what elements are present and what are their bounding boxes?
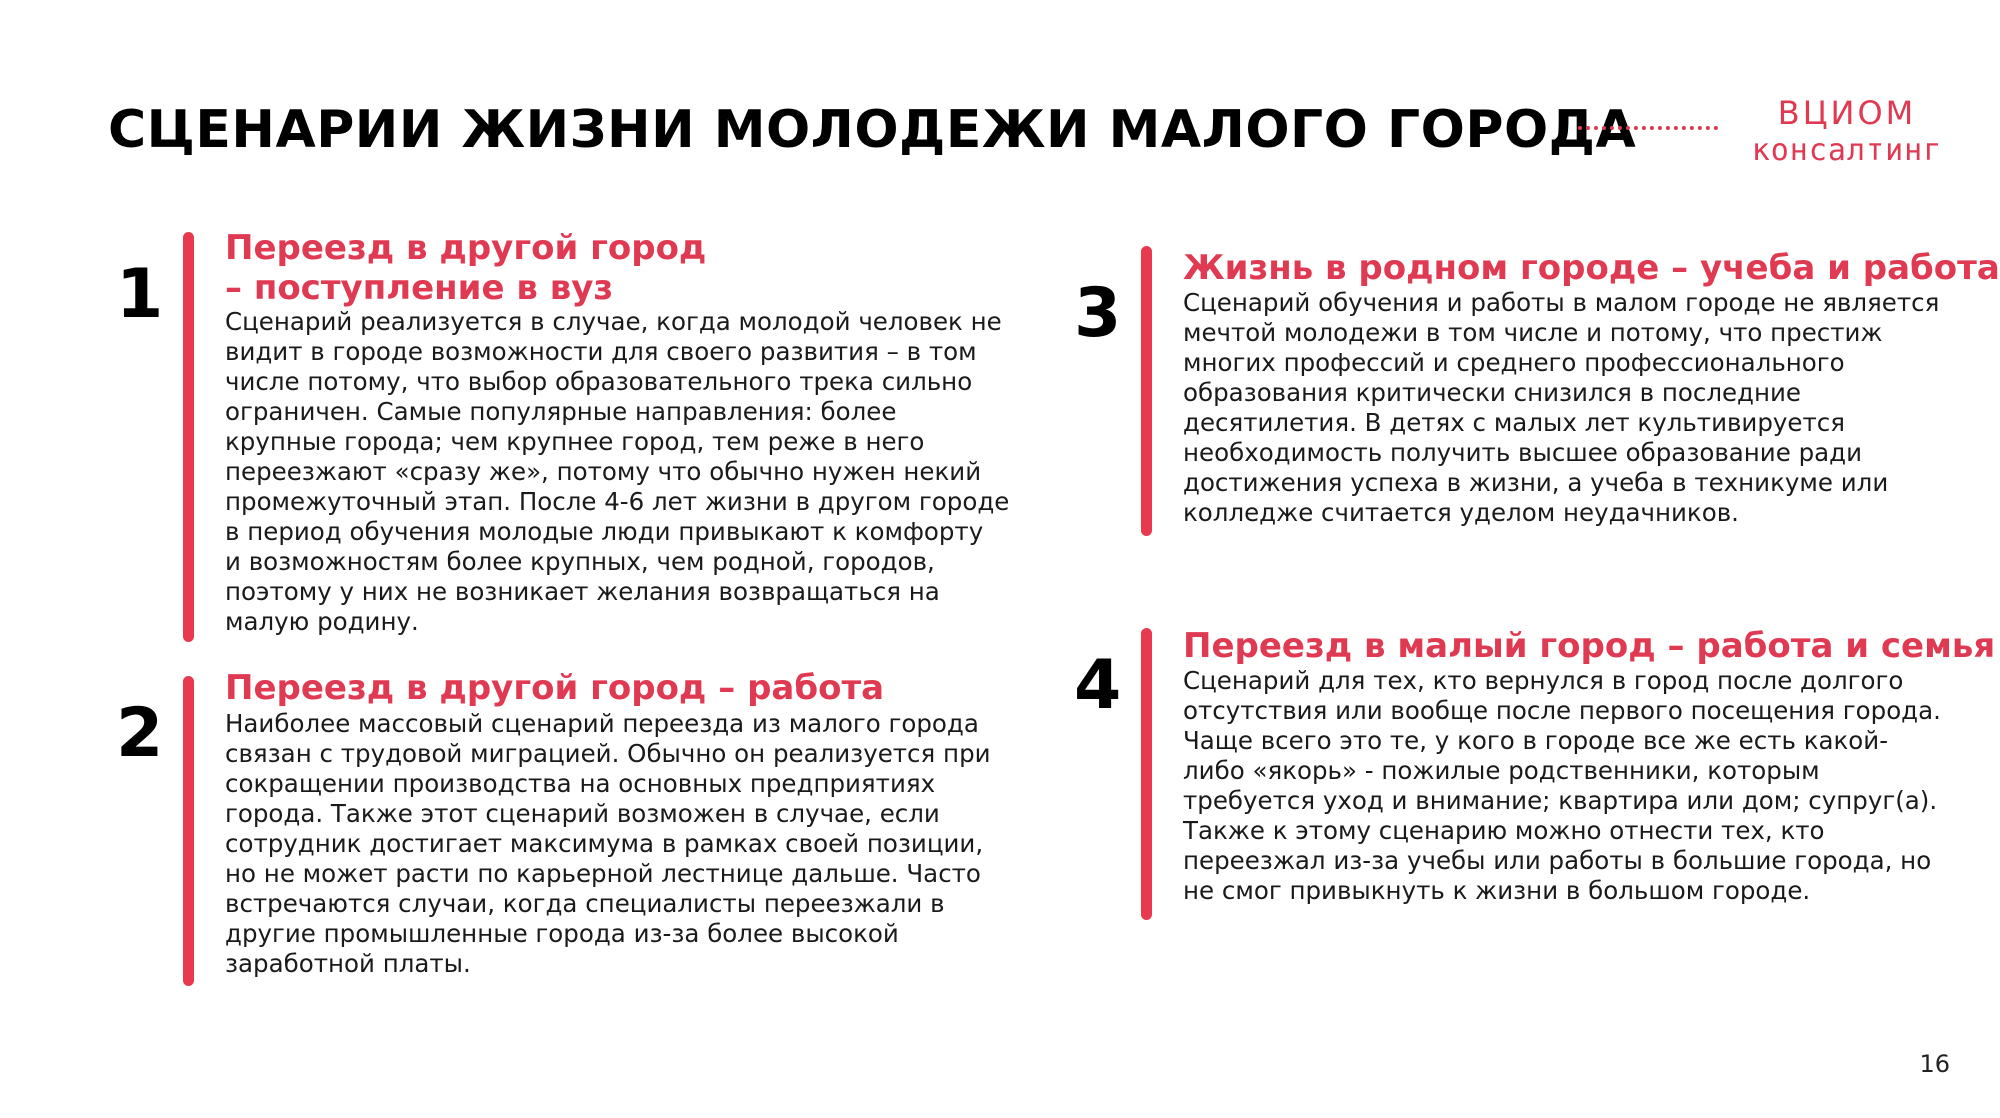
scenario-number: 2 [116,694,164,773]
scenario-title: Переезд в малый город – работа и семья [1183,626,1996,666]
vciom-logo [1752,96,1942,168]
logo-line1: ВЦИОМ [1777,96,1917,132]
scenario-text: Наиболее массовый сценарий переезда из малого города связан с трудовой миграцией. Обычно он реализуется при сокращении производства на основных предприятиях города. Также этот сценарий возможен в случае, если сотрудник достигает максимума в рамках своей позиции, но не может расти по карьерной лестнице дальше. Часто встречаются случаи, когда специалисты переезжали в другие промышленные города из-за более высокой заработной платы. [225,709,991,978]
scenario-number: 4 [1074,646,1122,725]
scenario-number: 1 [116,255,164,334]
scenario-title: Переезд в другой город – работа [225,668,885,708]
scenario-number: 3 [1074,274,1122,353]
scenario-title: Переезд в другой город – поступление в вуз [225,228,707,308]
dotted-divider [1578,126,1718,130]
logo-line2: консалтинг [1752,133,1942,168]
accent-bar [183,232,194,642]
accent-bar [1141,628,1152,920]
scenario-text: Сценарий обучения и работы в малом городе не является мечтой молодежи в том числе и потому, что престиж многих профессий и среднего профессионального образования критически снизился в последние десятилетия. В детях с малых лет культивируется необходимость получить высшее образование ради достижения успеха в жизни, а учеба в техникуме или колледже считается уделом неудачников. [1183,288,1940,527]
accent-bar [1141,246,1152,536]
scenario-title: Жизнь в родном городе – учеба и работа [1183,248,2000,288]
accent-bar [183,676,194,986]
page-title: СЦЕНАРИИ ЖИЗНИ МОЛОДЕЖИ МАЛОГО ГОРОДА [108,100,1637,160]
page-number: 16 [1919,1050,1950,1078]
scenario-text: Сценарий реализуется в случае, когда молодой человек не видит в городе возможности для своего развития – в том числе потому, что выбор образовательного трека сильно ограничен. Самые популярные направления: более крупные города; чем крупнее город, тем реже в него переезжают «сразу же», потому что обычно нужен некий промежуточный этап. После 4-6 лет жизни в другом городе в период обучения молодые люди привыкают к комфорту и возможностям более крупных, чем родной, городов, поэтому у них не возникает желания возвращаться на малую родину. [225,307,1010,636]
scenario-text: Сценарий для тех, кто вернулся в город после долгого отсутствия или вообще после первого посещения города. Чаще всего это те, у кого в городе все же есть какой- либо «якорь» - пожилые родственники, которым требуется уход и внимание; квартира или дом; супруг(а). Также к этому сценарию можно отнести тех, кто переезжал из-за учебы или работы в большие города, но не смог привыкнуть к жизни в большом городе. [1183,666,1941,905]
